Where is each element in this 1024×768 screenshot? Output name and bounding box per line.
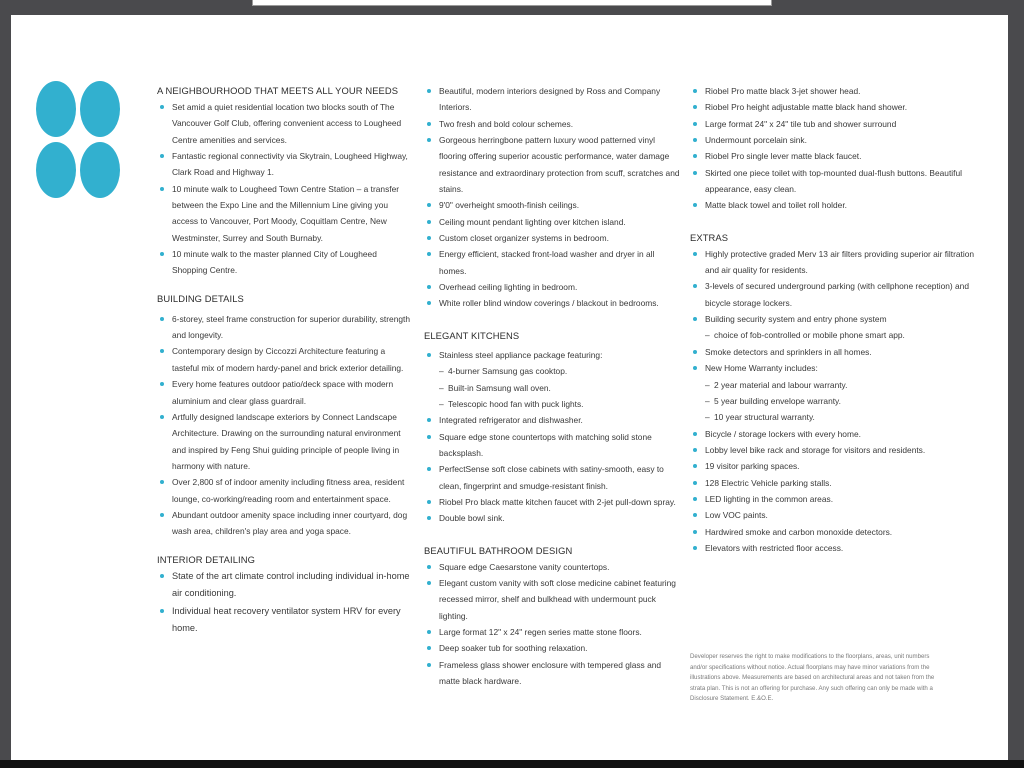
sub-list-item: – 4-burner Samsung gas cooktop. <box>424 363 680 379</box>
list-item: Square edge Caesarstone vanity countertops. <box>424 559 680 575</box>
list-item: Undermount porcelain sink. <box>690 132 990 148</box>
list-item: 9'0" overheight smooth-finish ceilings. <box>424 197 680 213</box>
logo-dot-2 <box>80 81 120 137</box>
list-item: State of the art climate control including individual in-home air conditioning. <box>157 568 412 603</box>
list-item: Riobel Pro matte black 3-jet shower head. <box>690 83 990 99</box>
list-item: PerfectSense soft close cabinets with satiny-smooth, easy to clean, fingerprint and smudge-resistant finish. <box>424 461 680 494</box>
list-item: Artfully designed landscape exteriors by Connect Landscape Architecture. Drawing on the surrounding natural environment and inspired by Feng Shui guiding principle of people living in harmony with nature. <box>157 409 412 474</box>
sub-list-item: – 5 year building envelope warranty. <box>690 393 990 409</box>
list-item: Smoke detectors and sprinklers in all homes. <box>690 344 990 360</box>
interior-detailing-list <box>157 568 412 638</box>
list-item: Elevators with restricted floor access. <box>690 540 990 556</box>
list-item: Highly protective graded Merv 13 air filters providing superior air filtration and air quality for residents. <box>690 246 990 279</box>
neighbourhood-list <box>157 99 412 279</box>
list-item: Matte black towel and toilet roll holder. <box>690 197 990 213</box>
list-item: Frameless glass shower enclosure with tempered glass and matte black hardware. <box>424 657 680 690</box>
list-item: 128 Electric Vehicle parking stalls. <box>690 475 990 491</box>
list-item: Ceiling mount pendant lighting over kitchen island. <box>424 214 680 230</box>
building-details-heading: BUILDING DETAILS <box>157 292 244 304</box>
logo-dot-3 <box>36 142 76 198</box>
bathroom-design-heading: BEAUTIFUL BATHROOM DESIGN <box>424 544 573 556</box>
list-item: Large format 24" x 24" tile tub and shower surround <box>690 116 990 132</box>
sub-list-item: – choice of fob-controlled or mobile phone smart app. <box>690 327 990 343</box>
column-1 <box>157 83 412 638</box>
logo-dot-1 <box>36 81 76 137</box>
brand-logo <box>36 81 120 199</box>
extras-list <box>690 246 990 557</box>
list-item: 19 visitor parking spaces. <box>690 458 990 474</box>
list-item: Deep soaker tub for soothing relaxation. <box>424 640 680 656</box>
list-item: Bicycle / storage lockers with every home. <box>690 426 990 442</box>
list-item: Double bowl sink. <box>424 510 680 526</box>
list-item: Energy efficient, stacked front-load washer and dryer in all homes. <box>424 246 680 279</box>
top-tab-strip <box>252 0 772 6</box>
interior-continued-list <box>424 83 680 312</box>
list-item: White roller blind window coverings / blackout in bedrooms. <box>424 295 680 311</box>
sub-list-item: – 10 year structural warranty. <box>690 409 990 425</box>
list-item: Beautiful, modern interiors designed by Ross and Company Interiors. <box>424 83 680 116</box>
list-item: 10 minute walk to Lougheed Town Centre Station – a transfer between the Expo Line and the Millennium Line giving you access to Vancouver, Port Moody, Coquitlam Centre, New Westminster, Surrey and South Burnaby. <box>157 181 412 246</box>
list-item: Custom closet organizer systems in bedroom. <box>424 230 680 246</box>
list-item: Skirted one piece toilet with top-mounted dual-flush buttons. Beautiful appearance, easy clean. <box>690 165 990 198</box>
list-item: 6-storey, steel frame construction for superior durability, strength and longevity. <box>157 311 412 344</box>
neighbourhood-heading: A NEIGHBOURHOOD THAT MEETS ALL YOUR NEEDS <box>157 85 399 96</box>
list-item: Square edge stone countertops with matching solid stone backsplash. <box>424 429 680 462</box>
column-3 <box>690 83 990 556</box>
list-item: Building security system and entry phone system <box>690 311 990 327</box>
list-item: Large format 12" x 24" regen series matte stone floors. <box>424 624 680 640</box>
kitchens-list <box>424 347 680 527</box>
list-item: Riobel Pro single lever matte black faucet. <box>690 148 990 164</box>
list-item: Riobel Pro height adjustable matte black hand shower. <box>690 99 990 115</box>
bottom-bar <box>0 760 1024 768</box>
column-2 <box>424 83 680 689</box>
list-item: Integrated refrigerator and dishwasher. <box>424 412 680 428</box>
building-details-list <box>157 311 412 540</box>
interior-detailing-heading: INTERIOR DETAILING <box>157 553 255 565</box>
logo-dot-4 <box>80 142 120 198</box>
sub-list-item: – Built-in Samsung wall oven. <box>424 380 680 396</box>
list-item: 3-levels of secured underground parking (with cellphone reception) and bicycle storage lockers. <box>690 278 990 311</box>
list-item: Elegant custom vanity with soft close medicine cabinet featuring recessed mirror, shelf and bulkhead with undermount puck lighting. <box>424 575 680 624</box>
bathroom-continued-list <box>690 83 990 214</box>
list-item: Overhead ceiling lighting in bedroom. <box>424 279 680 295</box>
list-item: Low VOC paints. <box>690 507 990 523</box>
list-item: Riobel Pro black matte kitchen faucet with 2-jet pull-down spray. <box>424 494 680 510</box>
sub-list-item: – Telescopic hood fan with puck lights. <box>424 396 680 412</box>
list-item: LED lighting in the common areas. <box>690 491 990 507</box>
list-item: Hardwired smoke and carbon monoxide detectors. <box>690 524 990 540</box>
list-item: Every home features outdoor patio/deck space with modern aluminium and clear glass guardrail. <box>157 376 412 409</box>
list-item: Individual heat recovery ventilator system HRV for every home. <box>157 603 412 638</box>
elegant-kitchens-heading: ELEGANT KITCHENS <box>424 329 520 341</box>
extras-heading: EXTRAS <box>690 231 729 243</box>
list-item: New Home Warranty includes: <box>690 360 990 376</box>
list-item: Gorgeous herringbone pattern luxury wood patterned vinyl flooring offering superior acoustic performance, water damage resistance and extraordinary protection from scuff, scratches and stains. <box>424 132 680 197</box>
list-item: Two fresh and bold colour schemes. <box>424 116 680 132</box>
list-item: 10 minute walk to the master planned City of Lougheed Shopping Centre. <box>157 246 412 279</box>
list-item: Contemporary design by Ciccozzi Architecture featuring a tasteful mix of modern hardy-panel and brick exterior detailing. <box>157 343 412 376</box>
list-item: Lobby level bike rack and storage for visitors and residents. <box>690 442 990 458</box>
sub-list-item: – 2 year material and labour warranty. <box>690 377 990 393</box>
list-item: Fantastic regional connectivity via Skytrain, Lougheed Highway, Clark Road and Highway 1. <box>157 148 412 181</box>
list-item: Over 2,800 sf of indoor amenity including fitness area, resident lounge, co-working/reading room and entertainment space. <box>157 474 412 507</box>
bathroom-list <box>424 559 680 690</box>
list-item: Stainless steel appliance package featuring: <box>424 347 680 363</box>
list-item: Set amid a quiet residential location two blocks south of The Vancouver Golf Club, offering convenient access to Lougheed Centre amenities and services. <box>157 99 412 148</box>
list-item: Abundant outdoor amenity space including inner courtyard, dog wash area, children's play area and yoga space. <box>157 507 412 540</box>
legal-disclaimer: Developer reserves the right to make modifications to the floorplans, areas, unit numbers and/or specifications without notice. Actual floorplans may have minor variations from the illustrations above. Measurements are based on architectural areas and not taken from the strata plan. This is not an offering for purchase. Any such offering can only be made with a Disclosure Statement. E.&O.E. <box>690 653 935 703</box>
